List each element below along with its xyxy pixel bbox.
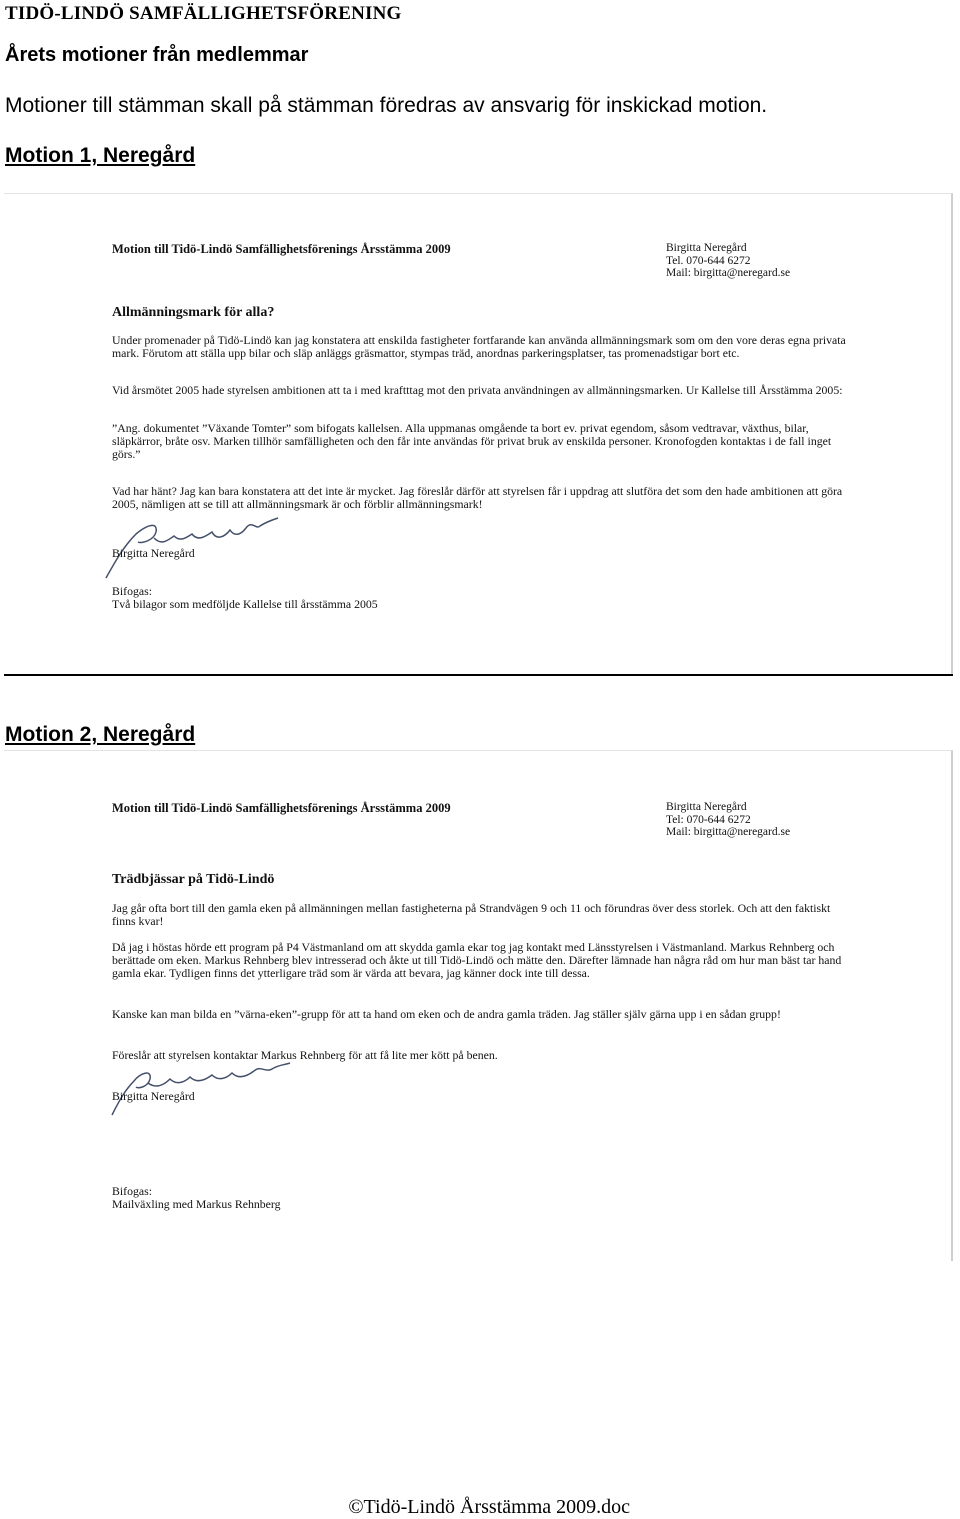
letter-paragraph: Kanske kan man bilda en ”värna-eken”-grupp för att ta hand om eken och de andra gamla träden. Jag ställer själv gärna upp i en sådan grupp! [112,1007,781,1021]
motion-1-title: Motion 1, Neregård [5,144,196,167]
signature-name: Birgitta Neregård [112,546,195,560]
attachment-label: Bifogas: [112,584,152,598]
intro-text: Motioner till stämman skall på stämman föredras av ansvarig för inskickad motion. [5,94,768,117]
contact-phone: Tel: 070-644 6272 [666,813,751,826]
contact-phone: Tel. 070-644 6272 [666,254,751,267]
letter-subject: Allmänningsmark för alla? [112,305,275,320]
motion-1-scan [4,193,953,674]
letter-paragraph: Under promenader på Tidö-Lindö kan jag konstatera att enskilda fastigheter fortfarande kan använda allmänningsmark som om den vore deras egna privata mark. Förutom att ställa upp bilar och släp anläggs gräsmattor, stympas träd, anordnas parkeringsplatser, tas promenadstigar bort etc. [112,333,846,360]
letter-header-title: Motion till Tidö-Lindö Samfällighetsförenings Årsstämma 2009 [112,242,451,256]
motion-2-scan [4,750,953,1261]
contact-mail: Mail: birgitta@neregard.se [666,826,791,838]
letter-paragraph: Jag går ofta bort till den gamla eken på allmänningen mellan fastigheterna på Strandvägen 9 och 11 och förundras över dess storlek. Och att den faktiskt finns kvar! [112,901,831,928]
letter-paragraph: Föreslår att styrelsen kontaktar Markus Rehnberg för att få lite mer kött på benen. [112,1048,498,1062]
attachment-label: Bifogas: [112,1184,152,1198]
page-footer: ©Tidö-Lindö Årsstämma 2009.doc [348,1496,630,1518]
signature-name: Birgitta Neregård [112,1089,195,1103]
letter-paragraph: ”Ang. dokumentet ”Växande Tomter” som bifogats kallelsen. Alla uppmanas omgående ta bort ev. privat egendom, såsom vedtravar, växthus, bilar, släpkärror, bråte osv. Marken tillhör samfälligheten och den får inte användas för privat bruk av enskilda personer. Kronofogden kontaktas i de fall inget görs.” [112,421,832,461]
letter-header-title: Motion till Tidö-Lindö Samfällighetsförenings Årsstämma 2009 [112,801,451,815]
letter-paragraph: Då jag i höstas hörde ett program på P4 Västmanland om att skydda gamla ekar tog jag kontakt med Länsstyrelsen i Västmanland. Markus Rehnberg och berättade om eken. Markus Rehnberg blev intresserad och åkte ut till Tidö-Lindö och mätte den. Därefter lämnade han några råd om hur man bäst tar hand gamla ekar. Tydligen finns det ytterligare träd som är värda att bevara, jag känner dock inte till dessa. [112,940,842,980]
letter-subject: Trädbjässar på Tidö-Lindö [112,872,275,887]
letter-contact [666,801,790,839]
organization-title: TIDÖ-LINDÖ SAMFÄLLIGHETSFÖRENING [5,3,402,24]
contact-mail: Mail: birgitta@neregard.se [666,267,791,279]
motion-2-title: Motion 2, Neregård [5,723,196,746]
attachment-text: Två bilagor som medföljde Kallelse till årsstämma 2005 [112,597,378,611]
letter-paragraph: Vid årsmötet 2005 hade styrelsen ambitionen att ta i med kraftttag mot den privata användningen av allmänningsmarken. Ur Kallelse till Årsstämma 2005: [112,383,843,397]
letter-contact [666,242,790,280]
attachment-text: Mailväxling med Markus Rehnberg [112,1197,281,1211]
contact-name: Birgitta Neregård [666,801,747,813]
letter-paragraph: Vad har hänt? Jag kan bara konstatera att det inte är mycket. Jag föreslår därför att styrelsen får i uppdrag att slutföra det som den hade ambitionen att göra 2005, nämligen att se till att allmänningsmark är och förblir allmänningsmark! [112,484,843,511]
page-heading: Årets motioner från medlemmar [5,44,309,66]
contact-name: Birgitta Neregård [666,242,747,254]
section-divider [4,674,953,676]
